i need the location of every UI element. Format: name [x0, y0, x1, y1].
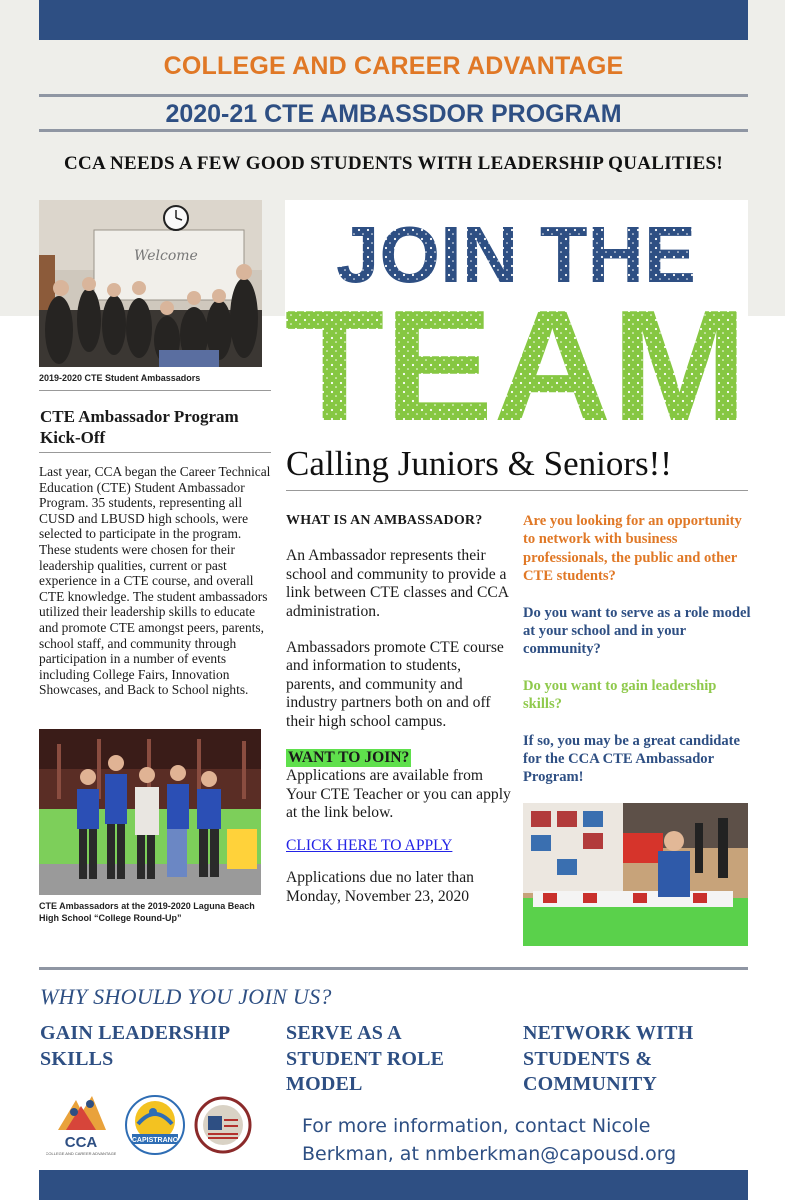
ambassador-duties: Ambassadors promote CTE course and information to students, parents, and community and industry partners both on and off their high school campus. — [286, 639, 504, 730]
benefit-network: NETWORK WITH STUDENTS & COMMUNITY — [523, 1022, 694, 1095]
divider — [39, 452, 271, 453]
want-to-join-label: WANT TO JOIN? — [288, 749, 410, 767]
ambassador-definition: An Ambassador represents their school and community to provide a link between CTE classes and CCA administration. — [286, 547, 509, 620]
question-network: Are you looking for an opportunity to network with business professionals, the public and other CTE students? — [523, 513, 742, 585]
photo2-caption: CTE Ambassadors at the 2019-2020 Laguna Beach High School “College Round-Up” — [39, 901, 255, 923]
section-rule — [39, 967, 748, 970]
contact-info: For more information, contact Nicole Berkman, at nmberkman@capousd.org — [302, 1115, 677, 1165]
kickoff-heading: CTE Ambassador Program Kick-Off — [40, 407, 239, 447]
college-roundup-photo — [39, 729, 261, 895]
benefit-leadership: GAIN LEADERSHIP SKILLS — [40, 1022, 230, 1070]
tagline: CCA NEEDS A FEW GOOD STUDENTS WITH LEADERSHIP QUALITIES! — [63, 153, 724, 174]
svg-text:Welcome: Welcome — [134, 248, 198, 264]
benefit-role-model: SERVE AS A STUDENT ROLE MODEL — [286, 1022, 445, 1095]
why-join-heading: WHY SHOULD YOU JOIN US? — [40, 984, 332, 1009]
candidate-statement: If so, you may be a great candidate for the CCA CTE Ambassador Program! — [523, 732, 741, 786]
header-rule — [39, 94, 748, 97]
cca-logo — [46, 1092, 116, 1158]
header-rule — [39, 129, 748, 132]
ambassadors-group-photo — [39, 200, 262, 367]
school-district-seal-logo — [194, 1096, 252, 1154]
top-band — [39, 0, 748, 40]
capistrano-logo-text: CAPISTRANO — [131, 1137, 179, 1144]
bottom-band — [39, 1170, 748, 1200]
question-leadership: Do you want to gain leadership skills? — [523, 677, 717, 713]
questions-column — [523, 512, 751, 805]
svg-text:COLLEGE AND CAREER ADVANTAGE: COLLEGE AND CAREER ADVANTAGE — [46, 1151, 116, 1156]
what-is-heading: WHAT IS AN AMBASSADOR? — [286, 513, 483, 528]
question-role-model: Do you want to serve as a role model at your school and in your community? — [523, 604, 751, 658]
program-org-title: COLLEGE AND CAREER ADVANTAGE — [163, 52, 624, 80]
application-info: Applications are available from Your CTE Teacher or you can apply at the link below. — [286, 767, 511, 822]
join-the-team-banner — [285, 200, 748, 432]
photo1-caption: 2019-2020 CTE Student Ambassadors — [39, 373, 201, 383]
ambassador-info-column — [286, 512, 512, 924]
program-title: 2020-21 CTE AMBASSDOR PROGRAM — [165, 100, 622, 128]
apply-link[interactable]: CLICK HERE TO APPLY — [286, 836, 453, 854]
event-booth-photo — [523, 803, 748, 946]
kickoff-body: Last year, CCA began the Career Technical Education (CTE) Student Ambassador Program. 35 students, representing all CUSD and LBUSD high schools, were selected to participate in the program. These students were chosen for their leadership qualities, current or past experience in a CTE course, and overall CTE knowledge. The student ambassadors utilized their leadership skills to educate and promote CTE amongst peers, parents, school staff, and community through participation in a number of events including College Fairs, Innovation Showcases, and Back to School nights. — [39, 464, 271, 698]
divider — [286, 490, 748, 491]
calling-headline: Calling Juniors & Seniors!! — [286, 444, 672, 483]
deadline-text: Applications due no later than Monday, November 23, 2020 — [286, 869, 474, 905]
divider — [39, 390, 271, 391]
cca-logo-text: CCA — [64, 1134, 98, 1151]
capistrano-district-logo — [124, 1094, 186, 1156]
